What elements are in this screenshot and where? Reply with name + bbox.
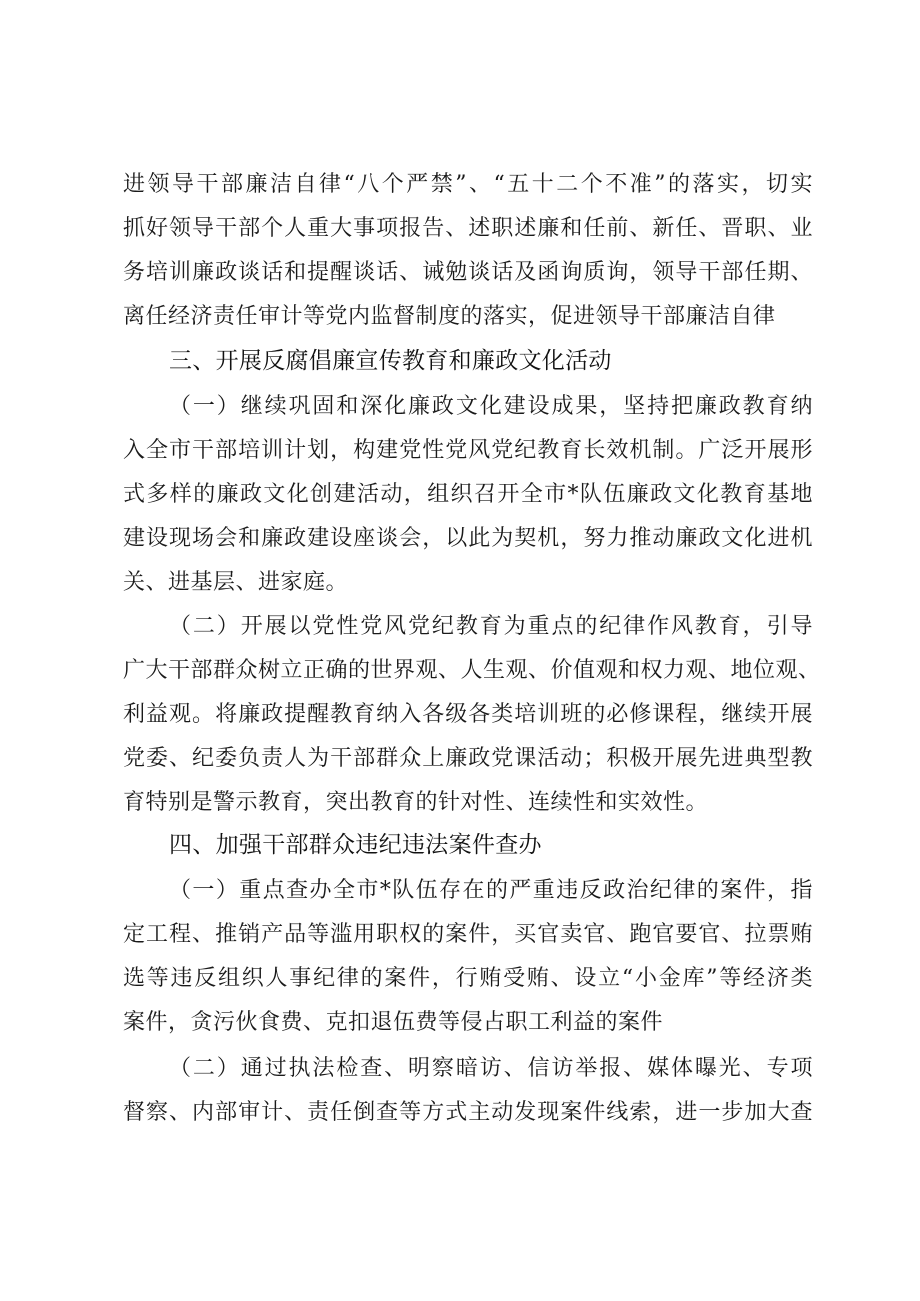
paragraph-line: （一）继续巩固和深化廉政文化建设成果，坚持把廉政教育纳 [169, 394, 813, 419]
paragraph-line: 选等违反组织人事纪律的案件，行贿受贿、设立“小金库”等经济类 [123, 966, 813, 991]
paragraph-line: 党委、纪委负责人为干部群众上廉政党课活动；积极开展先进典型教 [123, 746, 813, 771]
paragraph-line: 离任经济责任审计等党内监督制度的落实，促进领导干部廉洁自律 [123, 304, 776, 329]
paragraph-line: 入全市干部培训计划，构建党性党风党纪教育长效机制。广泛开展形 [123, 438, 813, 463]
paragraph-line: 案件，贪污伙食费、克扣退伍费等侵占职工利益的案件 [123, 1010, 664, 1035]
section-heading-4: 四、加强干部群众违纪违法案件查办 [169, 832, 542, 858]
paragraph-line: （一）重点查办全市*队伍存在的严重违反政治纪律的案件，指 [169, 878, 813, 903]
paragraph-line: 务培训廉政谈话和提醒谈话、诫勉谈话及函询质询，领导干部任期、 [123, 260, 813, 285]
paragraph-line: （二）通过执法检查、明察暗访、信访举报、媒体曝光、专项 [169, 1056, 813, 1081]
paragraph-line: 抓好领导干部个人重大事项报告、述职述廉和任前、新任、晋职、业 [123, 216, 813, 241]
paragraph-line: 建设现场会和廉政建设座谈会，以此为契机，努力推动廉政文化进机 [123, 526, 813, 551]
paragraph-line: 利益观。将廉政提醒教育纳入各级各类培训班的必修课程，继续开展 [123, 702, 813, 727]
paragraph-line: 进领导干部廉洁自律“八个严禁”、“五十二个不准”的落实，切实 [123, 172, 813, 197]
paragraph-line: 定工程、推销产品等滥用职权的案件，买官卖官、跑官要官、拉票贿 [123, 922, 813, 947]
section-heading-3: 三、开展反腐倡廉宣传教育和廉政文化活动 [169, 348, 612, 374]
paragraph-line: 督察、内部审计、责任倒查等方式主动发现案件线索，进一步加大查 [123, 1100, 813, 1125]
paragraph-line: （二）开展以党性党风党纪教育为重点的纪律作风教育，引导 [169, 614, 813, 639]
paragraph-line: 育特别是警示教育，突出教育的针对性、连续性和实效性。 [123, 790, 709, 815]
paragraph-line: 关、进基层、进家庭。 [123, 570, 349, 595]
paragraph-line: 式多样的廉政文化创建活动，组织召开全市*队伍廉政文化教育基地 [123, 482, 813, 507]
paragraph-line: 广大干部群众树立正确的世界观、人生观、价值观和权力观、地位观、 [123, 658, 821, 683]
